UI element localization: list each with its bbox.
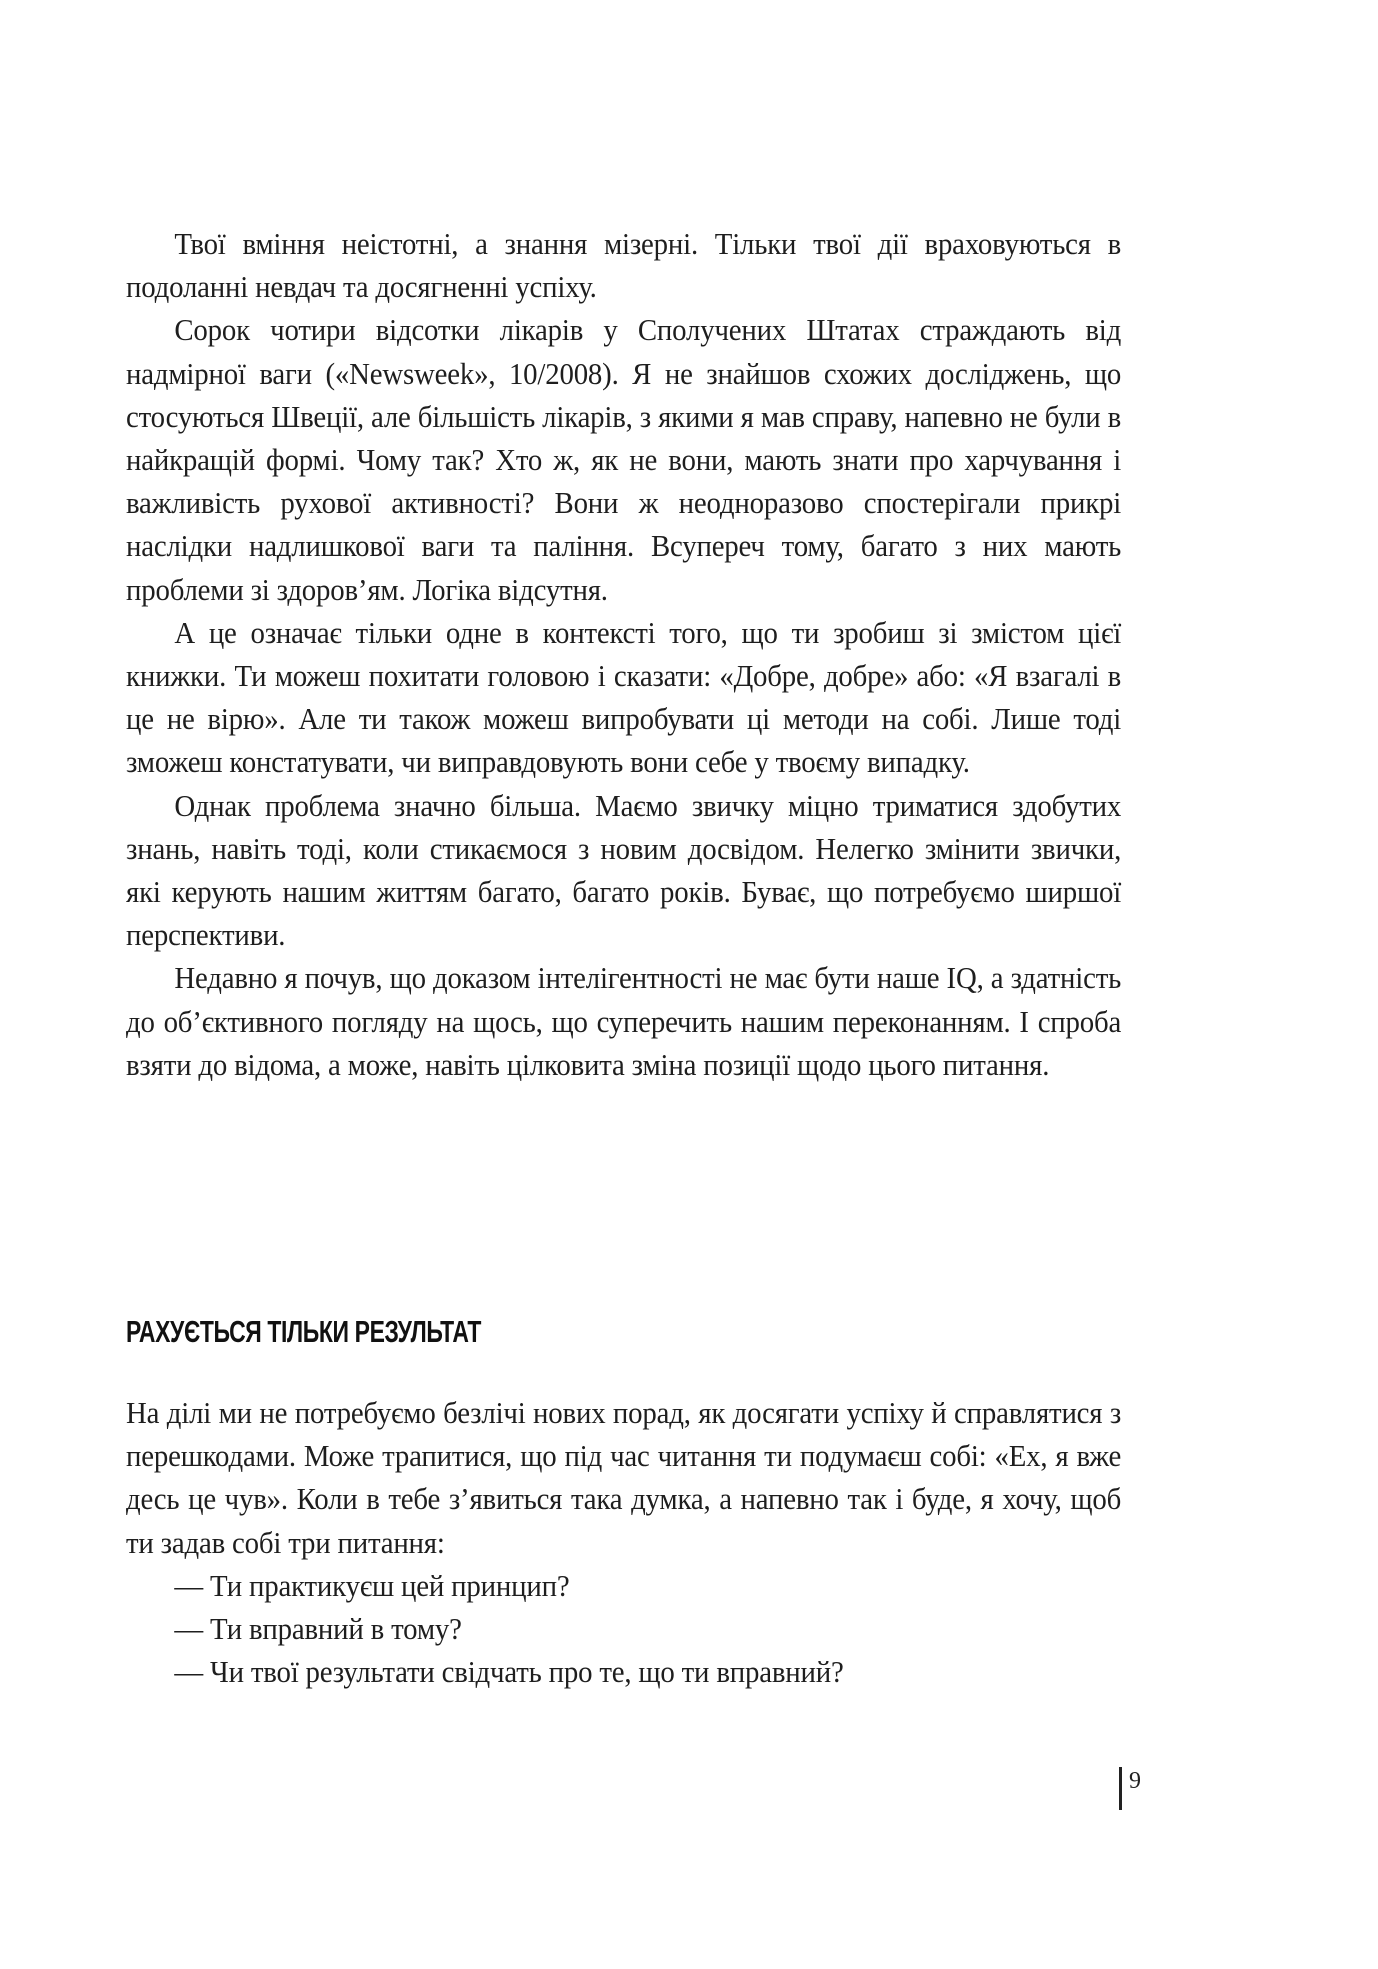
question-item: — Ти практикуєш цей принцип? — [174, 1567, 570, 1603]
question-item: — Ти вправний в тому? — [174, 1611, 462, 1647]
page-folio — [1119, 1767, 1141, 1810]
question-item: — Чи твої результати свідчать про те, що ти вправний? — [174, 1654, 844, 1690]
section-two — [126, 1391, 1121, 1693]
paragraph: Однак проблема значно більша. Маємо звичку міцно триматися здобутих знань, навіть тоді, коли стикаємося з новим досвідом. Нелегко змінити звички, які керують нашим життям багато, багато років. Буває, що потребуємо ширшої перспективи. — [126, 787, 1122, 953]
section-one-body — [126, 222, 1121, 1086]
intro-paragraph: На ділі ми не потребуємо безлічі нових порад, як досягати успіху й справлятися з перешкодами. Може трапитися, що під час читання ти подумаєш собі: «Ех, я вже десь це чув». Коли в тебе з’явиться така думка, а напевно так і буде, я хочу, щоб ти задав собі три питання: — [126, 1395, 1122, 1560]
paragraph: Твої вміння неістотні, а знання мізерні. Тільки твої дії враховуються в подоланні невдач та досягненні успіху. — [126, 226, 1122, 305]
paragraph: А це означає тільки одне в контексті того, що ти зробиш зі змістом цієї книжки. Ти можеш похитати головою і сказати: «Добре, добре» або: «Я взагалі в це не вірю». Але ти також можеш випробувати ці методи на собі. Лише тоді зможеш констатувати, чи виправдовують вони себе у твоєму випадку. — [126, 614, 1122, 780]
paragraph: Недавно я почув, що доказом інтелігентності не має бути наше IQ, а здатність до об’єктивного погляду на щось, що суперечить нашим переконанням. І спроба взяти до відома, а може, навіть цілковита зміна позиції щодо цього питання. — [126, 960, 1122, 1082]
questions-list — [126, 1564, 1121, 1694]
section-one — [126, 222, 1121, 1086]
section-two-body — [126, 1391, 1121, 1693]
folio-rule-divider — [1119, 1767, 1122, 1810]
page-number: 9 — [1129, 1768, 1141, 1794]
section-heading: РАХУЄТЬСЯ ТІЛЬКИ РЕЗУЛЬТАТ — [126, 1314, 482, 1349]
paragraph: Сорок чотири відсотки лікарів у Сполучених Штатах страждають від надмірної ваги («Newsweek», 10/2008). Я не знайшов схожих досліджень, що стосуються Швеції, але більшість лікарів, з якими я мав справу, напевно не були в найкращій формі. Чому так? Хто ж, як не вони, мають знати про харчування і важливість рухової активності? Вони ж неодноразово спостерігали прикрі наслідки надлишкової ваги та паління. Всупереч тому, багато з них мають проблеми зі здоров’ям. Логіка відсутня. — [126, 312, 1122, 607]
